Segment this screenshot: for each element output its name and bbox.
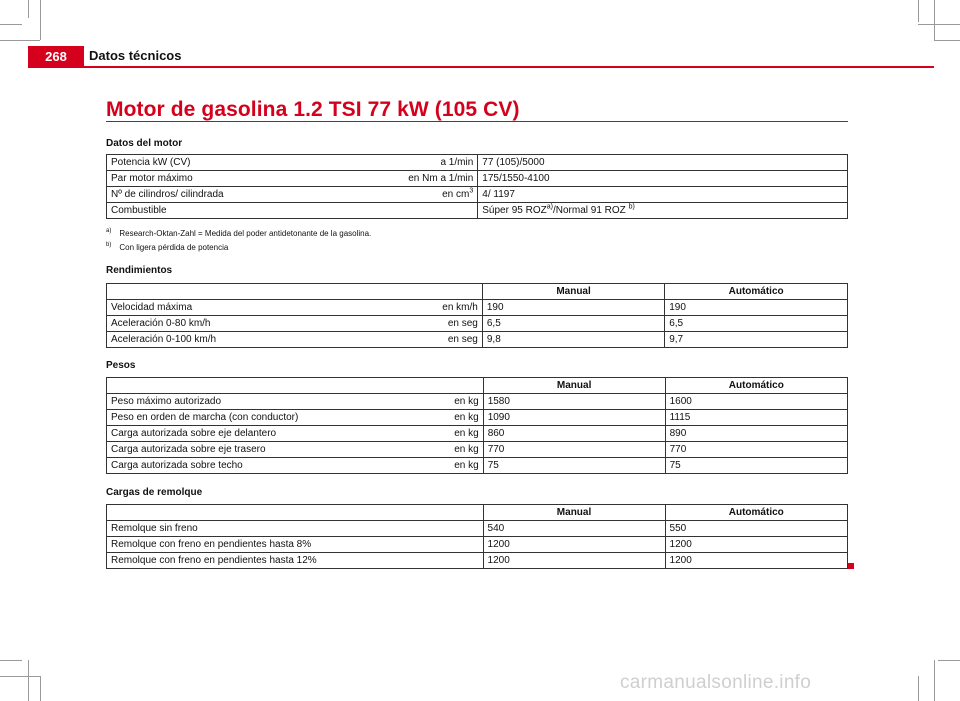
fuel-a: Súper 95 ROZ xyxy=(482,205,547,216)
row-unit: en seg xyxy=(314,332,482,348)
row-auto: 190 xyxy=(665,300,848,316)
row-label: Peso máximo autorizado xyxy=(107,394,316,410)
crop-mark xyxy=(918,24,960,25)
footnote-text: Con ligera pérdida de potencia xyxy=(119,243,229,252)
table-header-row xyxy=(107,505,848,521)
row-label: Combustible xyxy=(107,203,312,219)
row-auto: 1600 xyxy=(665,394,847,410)
unit-superscript: 3 xyxy=(469,187,474,195)
row-unit: a 1/min xyxy=(312,155,478,171)
header-empty xyxy=(107,284,483,300)
table-row xyxy=(107,553,848,569)
row-manual: 1200 xyxy=(483,537,665,553)
crop-mark xyxy=(938,660,960,661)
row-value: 175/1550-4100 xyxy=(478,171,848,187)
row-auto: 75 xyxy=(665,458,847,474)
pesos-table xyxy=(106,377,848,474)
crop-mark xyxy=(28,660,29,701)
row-label: Aceleración 0-100 km/h xyxy=(107,332,315,348)
table-row xyxy=(107,316,848,332)
row-label: Carga autorizada sobre techo xyxy=(107,458,316,474)
row-auto: 770 xyxy=(665,442,847,458)
table-row xyxy=(107,203,848,219)
page-title: Motor de gasolina 1.2 TSI 77 kW (105 CV) xyxy=(106,98,520,121)
row-unit: en kg xyxy=(316,410,484,426)
col-header-auto: Automático xyxy=(665,284,848,300)
page-number: 268 xyxy=(28,46,84,66)
col-header-auto: Automático xyxy=(665,378,847,394)
remolque-table xyxy=(106,504,848,569)
row-manual: 540 xyxy=(483,521,665,537)
running-title: Datos técnicos xyxy=(89,48,182,63)
crop-mark xyxy=(918,676,919,701)
footnote-text: Research-Oktan-Zahl = Medida del poder antidetonante de la gasolina. xyxy=(119,229,372,238)
unit-text: en cm xyxy=(442,189,470,200)
row-label: Carga autorizada sobre eje delantero xyxy=(107,426,316,442)
row-manual: 75 xyxy=(483,458,665,474)
crop-mark xyxy=(0,24,22,25)
table-row xyxy=(107,537,848,553)
footnote xyxy=(106,243,228,252)
watermark: carmanualsonline.info xyxy=(620,672,812,693)
row-unit: en km/h xyxy=(314,300,482,316)
crop-mark xyxy=(934,660,935,701)
col-header-manual: Manual xyxy=(482,284,664,300)
crop-mark xyxy=(934,40,960,41)
section-heading-rendimientos: Rendimientos xyxy=(106,265,173,276)
row-manual: 190 xyxy=(482,300,664,316)
row-unit: en Nm a 1/min xyxy=(312,171,478,187)
motor-table xyxy=(106,154,848,219)
row-unit: en kg xyxy=(316,458,484,474)
footnote-ref-b: b) xyxy=(628,203,635,211)
crop-mark xyxy=(918,0,919,22)
row-unit: en kg xyxy=(316,394,484,410)
table-row xyxy=(107,300,848,316)
row-unit: en kg xyxy=(316,426,484,442)
row-label: Peso en orden de marcha (con conductor) xyxy=(107,410,316,426)
row-manual: 9,8 xyxy=(482,332,664,348)
end-of-section-marker xyxy=(848,563,854,569)
row-label: Potencia kW (CV) xyxy=(107,155,312,171)
row-manual: 860 xyxy=(483,426,665,442)
row-manual: 1580 xyxy=(483,394,665,410)
table-header-row xyxy=(107,378,848,394)
row-manual: 6,5 xyxy=(482,316,664,332)
table-row xyxy=(107,410,848,426)
row-label: Nº de cilindros/ cilindrada xyxy=(107,187,312,203)
row-unit: en seg xyxy=(314,316,482,332)
table-row xyxy=(107,458,848,474)
row-value: 4/ 1197 xyxy=(478,187,848,203)
row-manual: 1200 xyxy=(483,553,665,569)
row-label: Par motor máximo xyxy=(107,171,312,187)
table-row xyxy=(107,187,848,203)
row-unit: en kg xyxy=(316,442,484,458)
row-auto: 1200 xyxy=(665,553,847,569)
table-header-row xyxy=(107,284,848,300)
crop-mark xyxy=(0,660,22,661)
col-header-auto: Automático xyxy=(665,505,847,521)
row-label: Remolque con freno en pendientes hasta 8% xyxy=(107,537,484,553)
table-row xyxy=(107,521,848,537)
section-heading-motor: Datos del motor xyxy=(106,138,183,149)
footnote-mark: a) xyxy=(106,228,112,235)
table-row xyxy=(107,426,848,442)
crop-mark xyxy=(40,0,41,40)
row-label: Velocidad máxima xyxy=(107,300,315,316)
header-empty xyxy=(107,505,484,521)
row-auto: 890 xyxy=(665,426,847,442)
header-empty xyxy=(107,378,484,394)
crop-mark xyxy=(40,676,41,701)
row-auto: 1200 xyxy=(665,537,847,553)
crop-mark xyxy=(0,676,40,677)
fuel-b: /Normal 91 ROZ xyxy=(552,205,629,216)
row-label: Remolque sin freno xyxy=(107,521,484,537)
row-label: Aceleración 0-80 km/h xyxy=(107,316,315,332)
row-auto: 6,5 xyxy=(665,316,848,332)
table-row xyxy=(107,332,848,348)
row-auto: 550 xyxy=(665,521,847,537)
row-value xyxy=(478,203,848,219)
col-header-manual: Manual xyxy=(483,505,665,521)
table-row xyxy=(107,171,848,187)
footnote-ref-a: a) xyxy=(546,203,553,211)
footnote-mark: b) xyxy=(106,242,112,249)
row-auto: 1115 xyxy=(665,410,847,426)
table-row xyxy=(107,442,848,458)
footnote xyxy=(106,229,371,238)
crop-mark xyxy=(0,40,40,41)
row-unit xyxy=(312,203,478,219)
table-row xyxy=(107,155,848,171)
section-heading-pesos: Pesos xyxy=(106,360,136,371)
rendimientos-table xyxy=(106,283,848,348)
row-manual: 1090 xyxy=(483,410,665,426)
crop-mark xyxy=(28,0,29,18)
row-value: 77 (105)/5000 xyxy=(478,155,848,171)
row-label: Remolque con freno en pendientes hasta 12% xyxy=(107,553,484,569)
row-label: Carga autorizada sobre eje trasero xyxy=(107,442,316,458)
row-manual: 770 xyxy=(483,442,665,458)
table-row xyxy=(107,394,848,410)
title-rule xyxy=(106,121,848,122)
header-rule xyxy=(28,66,934,68)
row-unit xyxy=(312,187,478,203)
row-auto: 9,7 xyxy=(665,332,848,348)
col-header-manual: Manual xyxy=(483,378,665,394)
crop-mark xyxy=(934,0,935,40)
section-heading-remolque: Cargas de remolque xyxy=(106,487,203,498)
